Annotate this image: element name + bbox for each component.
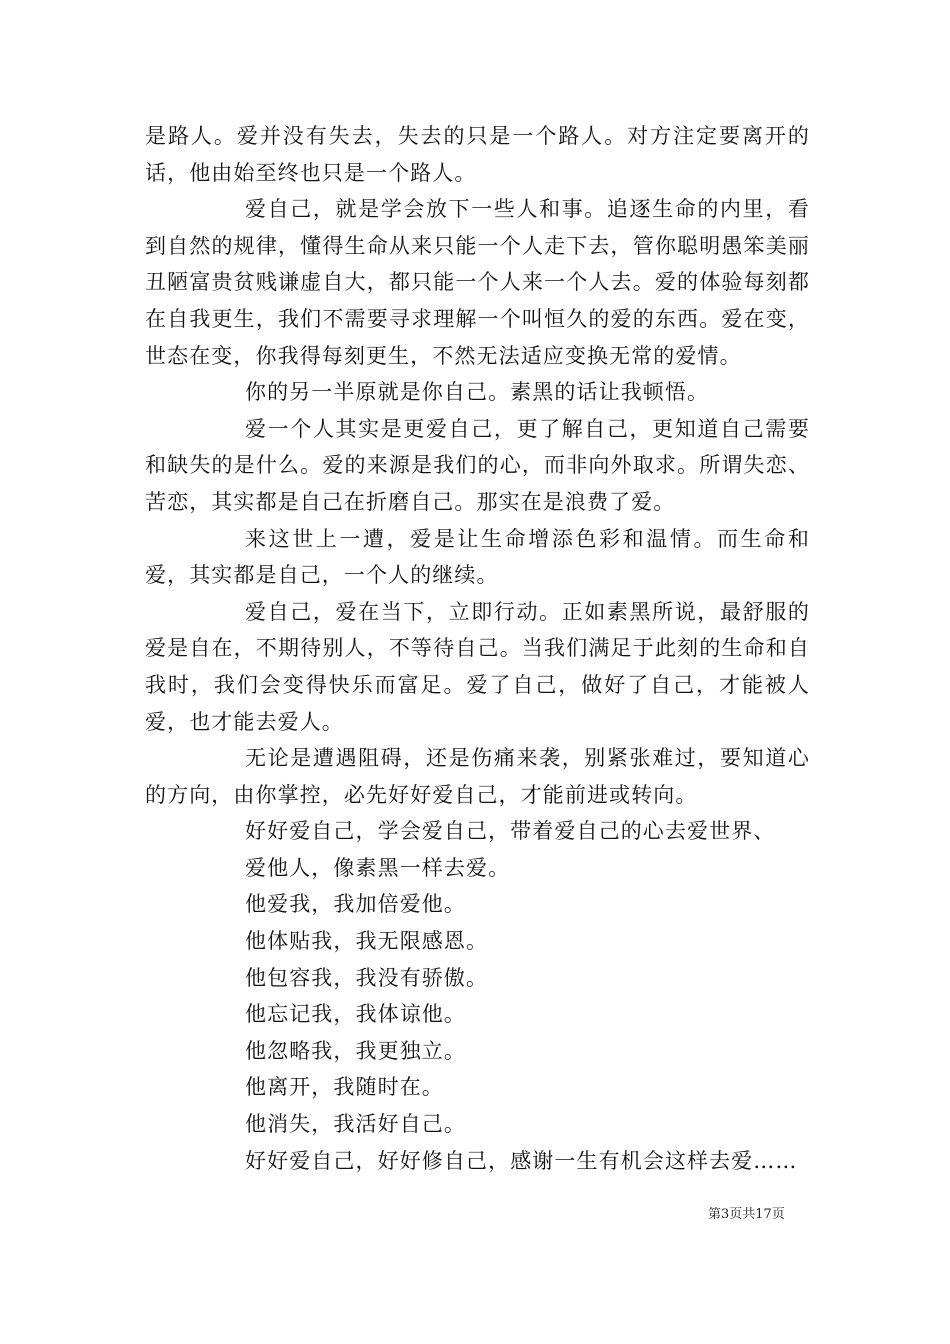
verse-line: 他忘记我，我体谅他。	[245, 1002, 466, 1027]
paragraph-love-yourself-letting-go: 爱自己，就是学会放下一些人和事。追逐生命的内里，看到自然的规律，懂得生命从来只能一个人走下去，管你聪明愚笨美丽丑陋富贵贫贱谦虚自大，都只能一个人来一个人去。爱的体验每刻都在自我更生，我们不需要寻求理解一个叫恒久的爱的东西。爱在变，世态在变，你我得每刻更生，不然无法适应变换无常的爱情。	[145, 197, 810, 368]
paragraph-other-half: 你的另一半原就是你自己。素黑的话让我顿悟。	[245, 380, 710, 405]
paragraph-continuation: 是路人。爱并没有失去，失去的只是一个路人。对方注定要离开的话，他由始至终也只是一个路人。	[145, 124, 810, 185]
document-body	[145, 118, 810, 1179]
paragraph-love-in-present: 爱自己，爱在当下，立即行动。正如素黑所说，最舒服的爱是自在，不期待别人，不等待自己。当我们满足于此刻的生命和自我时，我们会变得快乐而富足。爱了自己，做好了自己，才能被人爱，也才能去爱人。	[145, 599, 810, 734]
verse-line: 他忽略我，我更独立。	[245, 1038, 466, 1063]
verse-line: 爱他人，像素黑一样去爱。	[245, 855, 511, 880]
verse-line: 好好爱自己，好好修自己，感谢一生有机会这样去爱……	[245, 1148, 798, 1173]
verse-line: 他消失，我活好自己。	[245, 1112, 466, 1137]
verse-line: 好好爱自己，学会爱自己，带着爱自己的心去爱世界、	[245, 819, 776, 844]
verse-line: 他体贴我，我无限感恩。	[245, 929, 489, 954]
paragraph-loving-someone: 爱一个人其实是更爱自己，更了解自己，更知道自己需要和缺失的是什么。爱的来源是我们的心，而非向外取求。所谓失恋、苦恋，其实都是自己在折磨自己。那实在是浪费了爱。	[145, 416, 810, 514]
verse-line: 他离开，我随时在。	[245, 1075, 444, 1100]
paragraph-direction-of-heart: 无论是遭遇阻碍，还是伤痛来袭，别紧张难过，要知道心的方向，由你掌控，必先好好爱自己，才能前进或转向。	[145, 746, 810, 807]
verse-line: 他爱我，我加倍爱他。	[245, 892, 466, 917]
page-number-footer: 第3页共17页	[708, 1207, 785, 1222]
verse-line: 他包容我，我没有骄傲。	[245, 965, 489, 990]
paragraph-life-and-love: 来这世上一遭，爱是让生命增添色彩和温情。而生命和爱，其实都是自己，一个人的继续。	[145, 526, 810, 588]
